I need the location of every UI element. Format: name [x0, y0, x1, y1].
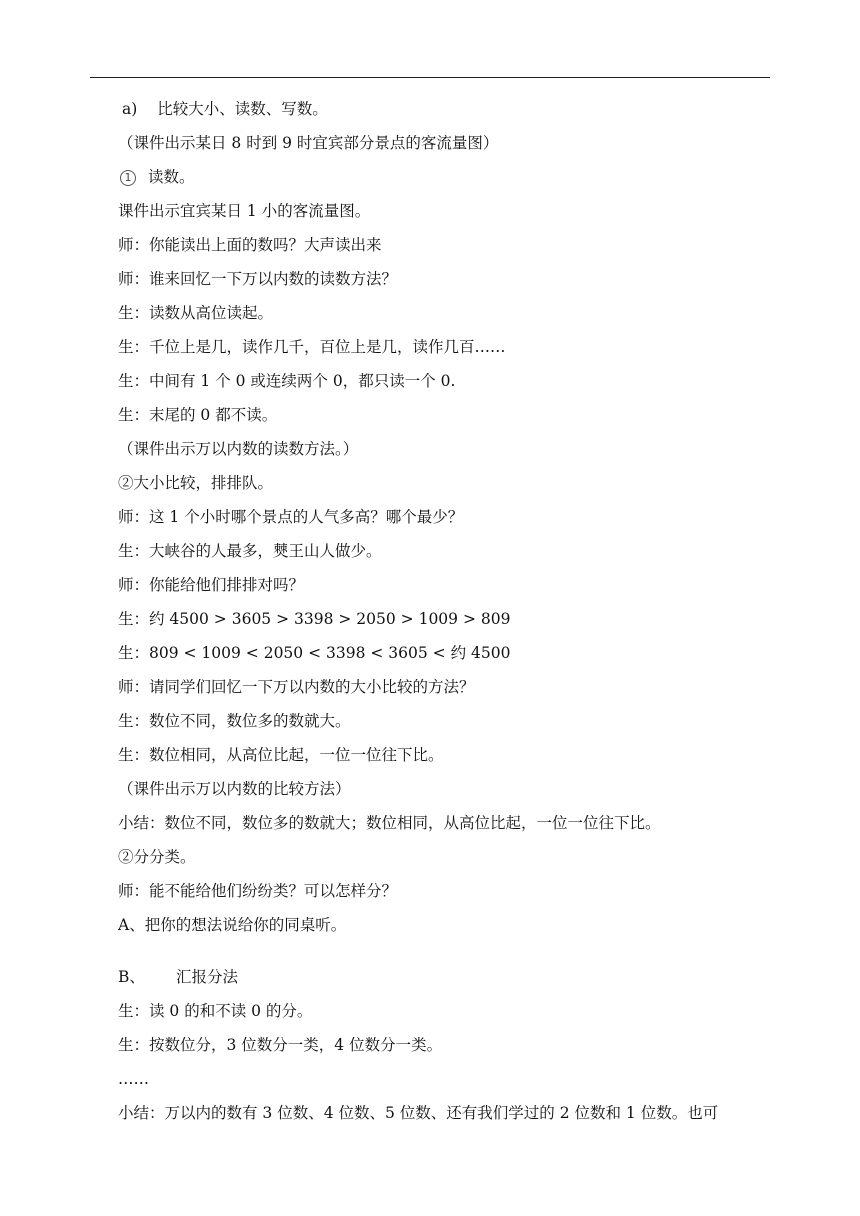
circled-number-icon: 1 — [120, 170, 136, 186]
b-marker: B、 — [118, 968, 145, 986]
paragraph: 师：这 1 个小时哪个景点的人气多高？哪个最少？ — [118, 508, 464, 526]
header-rule — [90, 77, 770, 78]
paragraph: （课件出示某日 8 时到 9 时宜宾部分景点的客流量图） — [118, 134, 499, 152]
step1-title: 读数。 — [148, 168, 195, 186]
paragraph: 生：大峡谷的人最多，僰王山人做少。 — [118, 542, 382, 560]
paragraph: 生：末尾的 0 都不读。 — [118, 406, 278, 424]
paragraph: 生：中间有 1 个 0 或连续两个 0，都只读一个 0. — [118, 372, 456, 390]
paragraph: 生：读数从高位读起。 — [118, 304, 274, 322]
summary-paragraph: 小结：万以内的数有 3 位数、4 位数、5 位数、还有我们学过的 2 位数和 1 位数。也可 — [118, 1104, 719, 1122]
paragraph: 师：请同学们回忆一下万以内数的大小比较的方法？ — [118, 678, 475, 696]
comparison-descending: 生：约 4500 > 3605 > 3398 > 2050 > 1009 > 809 — [118, 610, 511, 628]
step1-heading — [118, 160, 778, 194]
ellipsis-line: …… — [118, 1070, 149, 1088]
paragraph: A、把你的想法说给你的同桌听。 — [118, 916, 347, 934]
paragraph: 生：数位相同，从高位比起，一位一位往下比。 — [118, 746, 444, 764]
b-title: 汇报分法 — [176, 968, 239, 986]
section-title: 比较大小、读数、写数。 — [157, 100, 328, 118]
paragraph: 生：千位上是几，读作几千，百位上是几，读作几百…… — [118, 338, 506, 356]
paragraph: 师：能不能给他们纷纷类？可以怎样分？ — [118, 882, 398, 900]
paragraph: （课件出示万以内数的比较方法） — [118, 780, 351, 798]
paragraph: ②大小比较，排排队。 — [118, 474, 274, 492]
paragraph: 师：你能给他们排排对吗？ — [118, 576, 305, 594]
section-marker: a) — [122, 100, 138, 118]
paragraph: 师：谁来回忆一下万以内数的读数方法？ — [118, 270, 398, 288]
section-heading — [118, 92, 778, 126]
paragraph: 师：你能读出上面的数吗？大声读出来 — [118, 236, 382, 254]
b-heading — [118, 960, 778, 994]
document-body — [118, 92, 778, 1130]
paragraph: ②分分类。 — [118, 848, 196, 866]
paragraph: 课件出示宜宾某日 1 小的客流量图。 — [118, 202, 371, 220]
paragraph: （课件出示万以内数的读数方法。） — [118, 440, 359, 458]
summary-paragraph: 小结：数位不同，数位多的数就大；数位相同，从高位比起，一位一位往下比。 — [118, 814, 661, 832]
paragraph: 生：数位不同，数位多的数就大。 — [118, 712, 351, 730]
paragraph: 生：按数位分，3 位数分一类，4 位数分一类。 — [118, 1036, 443, 1054]
comparison-ascending: 生：809 < 1009 < 2050 < 3398 < 3605 < 约 4500 — [118, 644, 511, 662]
paragraph-gap — [118, 942, 778, 960]
paragraph: 生：读 0 的和不读 0 的分。 — [118, 1002, 313, 1020]
